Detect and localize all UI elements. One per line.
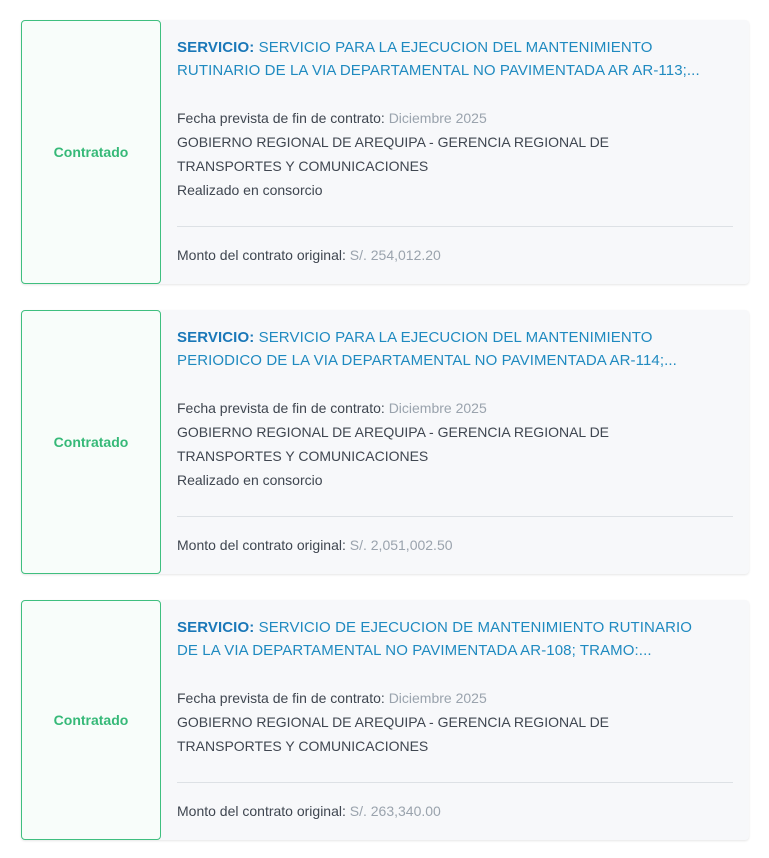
contract-content [161,20,749,284]
contract-meta [177,106,733,202]
entity-line2: TRANSPORTES Y COMUNICACIONES [177,738,429,754]
amount-label: Monto del contrato original: [177,537,346,553]
contract-title-line1: SERVICIO PARA LA EJECUCION DEL MANTENIMIENTO [258,39,653,56]
contract-title-link[interactable] [177,36,733,82]
end-date-label: Fecha prevista de fin de contrato: [177,690,385,706]
divider [177,782,733,783]
contract-title-line2: PERIODICO DE LA VIA DEPARTAMENTAL NO PAVIMENTADA AR-114;... [177,352,677,369]
contract-title-line2: DE LA VIA DEPARTAMENTAL NO PAVIMENTADA AR-108; TRAMO:... [177,642,652,659]
status-box [21,310,161,574]
divider [177,516,733,517]
contract-content [161,310,749,574]
contract-meta [177,396,733,492]
contract-card[interactable] [21,20,749,284]
amount-value: S/. 263,340.00 [349,803,441,819]
entity-line1: GOBIERNO REGIONAL DE AREQUIPA - GERENCIA REGIONAL DE [177,714,610,730]
end-date-label: Fecha prevista de fin de contrato: [177,400,385,416]
status-box [21,20,161,284]
contract-card[interactable] [21,600,749,840]
consortium-note: Realizado en consorcio [177,182,323,198]
amount-value: S/. 254,012.20 [349,247,441,263]
contract-title-line1: SERVICIO PARA LA EJECUCION DEL MANTENIMIENTO [258,329,653,346]
entity-line1: GOBIERNO REGIONAL DE AREQUIPA - GERENCIA REGIONAL DE [177,134,610,150]
amount-value: S/. 2,051,002.50 [349,537,453,553]
end-date-row [177,106,733,130]
entity-line2: TRANSPORTES Y COMUNICACIONES [177,448,429,464]
amount-row [177,537,453,553]
contract-type: SERVICIO: [177,619,255,636]
contract-title-link[interactable] [177,326,733,372]
end-date-value: Diciembre 2025 [388,690,487,706]
amount-label: Monto del contrato original: [177,803,346,819]
contract-type: SERVICIO: [177,39,255,56]
end-date-row [177,396,733,420]
status-label: Contratado [53,144,129,160]
contract-title-line2: RUTINARIO DE LA VIA DEPARTAMENTAL NO PAVIMENTADA AR AR-113;... [177,62,700,79]
end-date-value: Diciembre 2025 [388,110,487,126]
amount-label: Monto del contrato original: [177,247,346,263]
contract-title-link[interactable] [177,616,733,662]
status-box [21,600,161,840]
status-label: Contratado [53,434,129,450]
status-label: Contratado [53,712,129,728]
end-date-row [177,686,733,710]
contract-card[interactable] [21,310,749,574]
contract-content [161,600,749,840]
consortium-note: Realizado en consorcio [177,472,323,488]
contract-title-line1: SERVICIO DE EJECUCION DE MANTENIMIENTO RUTINARIO [258,619,693,636]
divider [177,226,733,227]
end-date-value: Diciembre 2025 [388,400,487,416]
entity-line1: GOBIERNO REGIONAL DE AREQUIPA - GERENCIA REGIONAL DE [177,424,610,440]
amount-row [177,803,441,819]
entity-line2: TRANSPORTES Y COMUNICACIONES [177,158,429,174]
end-date-label: Fecha prevista de fin de contrato: [177,110,385,126]
amount-row [177,247,441,263]
contract-meta [177,686,733,758]
contract-type: SERVICIO: [177,329,255,346]
